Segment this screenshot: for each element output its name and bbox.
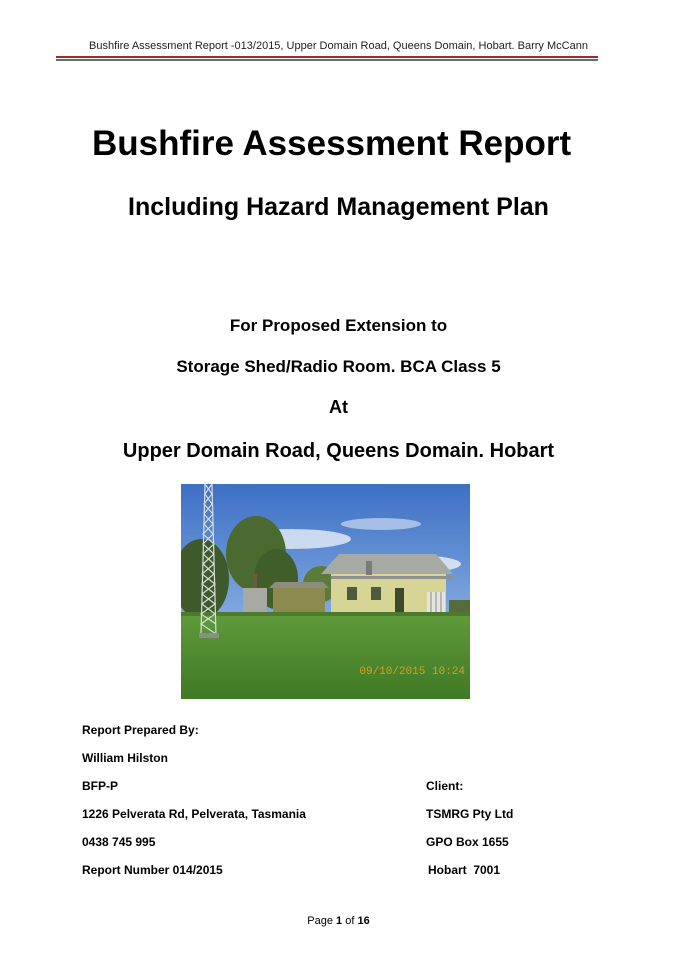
preparer-phone: 0438 745 995 — [82, 835, 156, 849]
proposal-line-3: At — [329, 397, 348, 417]
of-word: of — [345, 915, 355, 927]
photo-date-stamp: 09/10/2015 10:24 — [359, 666, 465, 678]
report-subtitle: Including Hazard Management Plan — [128, 193, 549, 221]
client-city: Hobart 7001 — [428, 863, 501, 877]
proposal-location: Upper Domain Road, Queens Domain. Hobart — [122, 440, 555, 462]
page-current: 1 — [336, 915, 343, 927]
client-heading: Client: — [426, 779, 464, 793]
page-total: 16 — [357, 915, 370, 927]
running-header: Bushfire Assessment Report -013/2015, Upper Domain Road, Queens Domain, Hobart. Barry McCann — [89, 40, 588, 52]
preparer-address: 1226 Pelverata Rd, Pelverata, Tasmania — [82, 807, 306, 821]
prepared-by-heading: Report Prepared By: — [82, 723, 199, 737]
report-number: Report Number 014/2015 — [82, 863, 223, 877]
header-rule-gray — [56, 59, 598, 61]
report-title: Bushfire Assessment Report — [92, 124, 572, 163]
proposal-line-1: For Proposed Extension to — [229, 316, 448, 335]
page-word: Page — [307, 915, 333, 927]
page-footer — [0, 915, 677, 927]
proposal-line-2: Storage Shed/Radio Room. BCA Class 5 — [176, 357, 501, 376]
client-name: TSMRG Pty Ltd — [426, 807, 514, 821]
header-rule-red — [56, 56, 598, 58]
site-photo — [181, 484, 470, 699]
preparer-accreditation: BFP-P — [82, 779, 118, 793]
preparer-name: William Hilston — [82, 751, 168, 765]
client-po-box: GPO Box 1655 — [426, 835, 509, 849]
